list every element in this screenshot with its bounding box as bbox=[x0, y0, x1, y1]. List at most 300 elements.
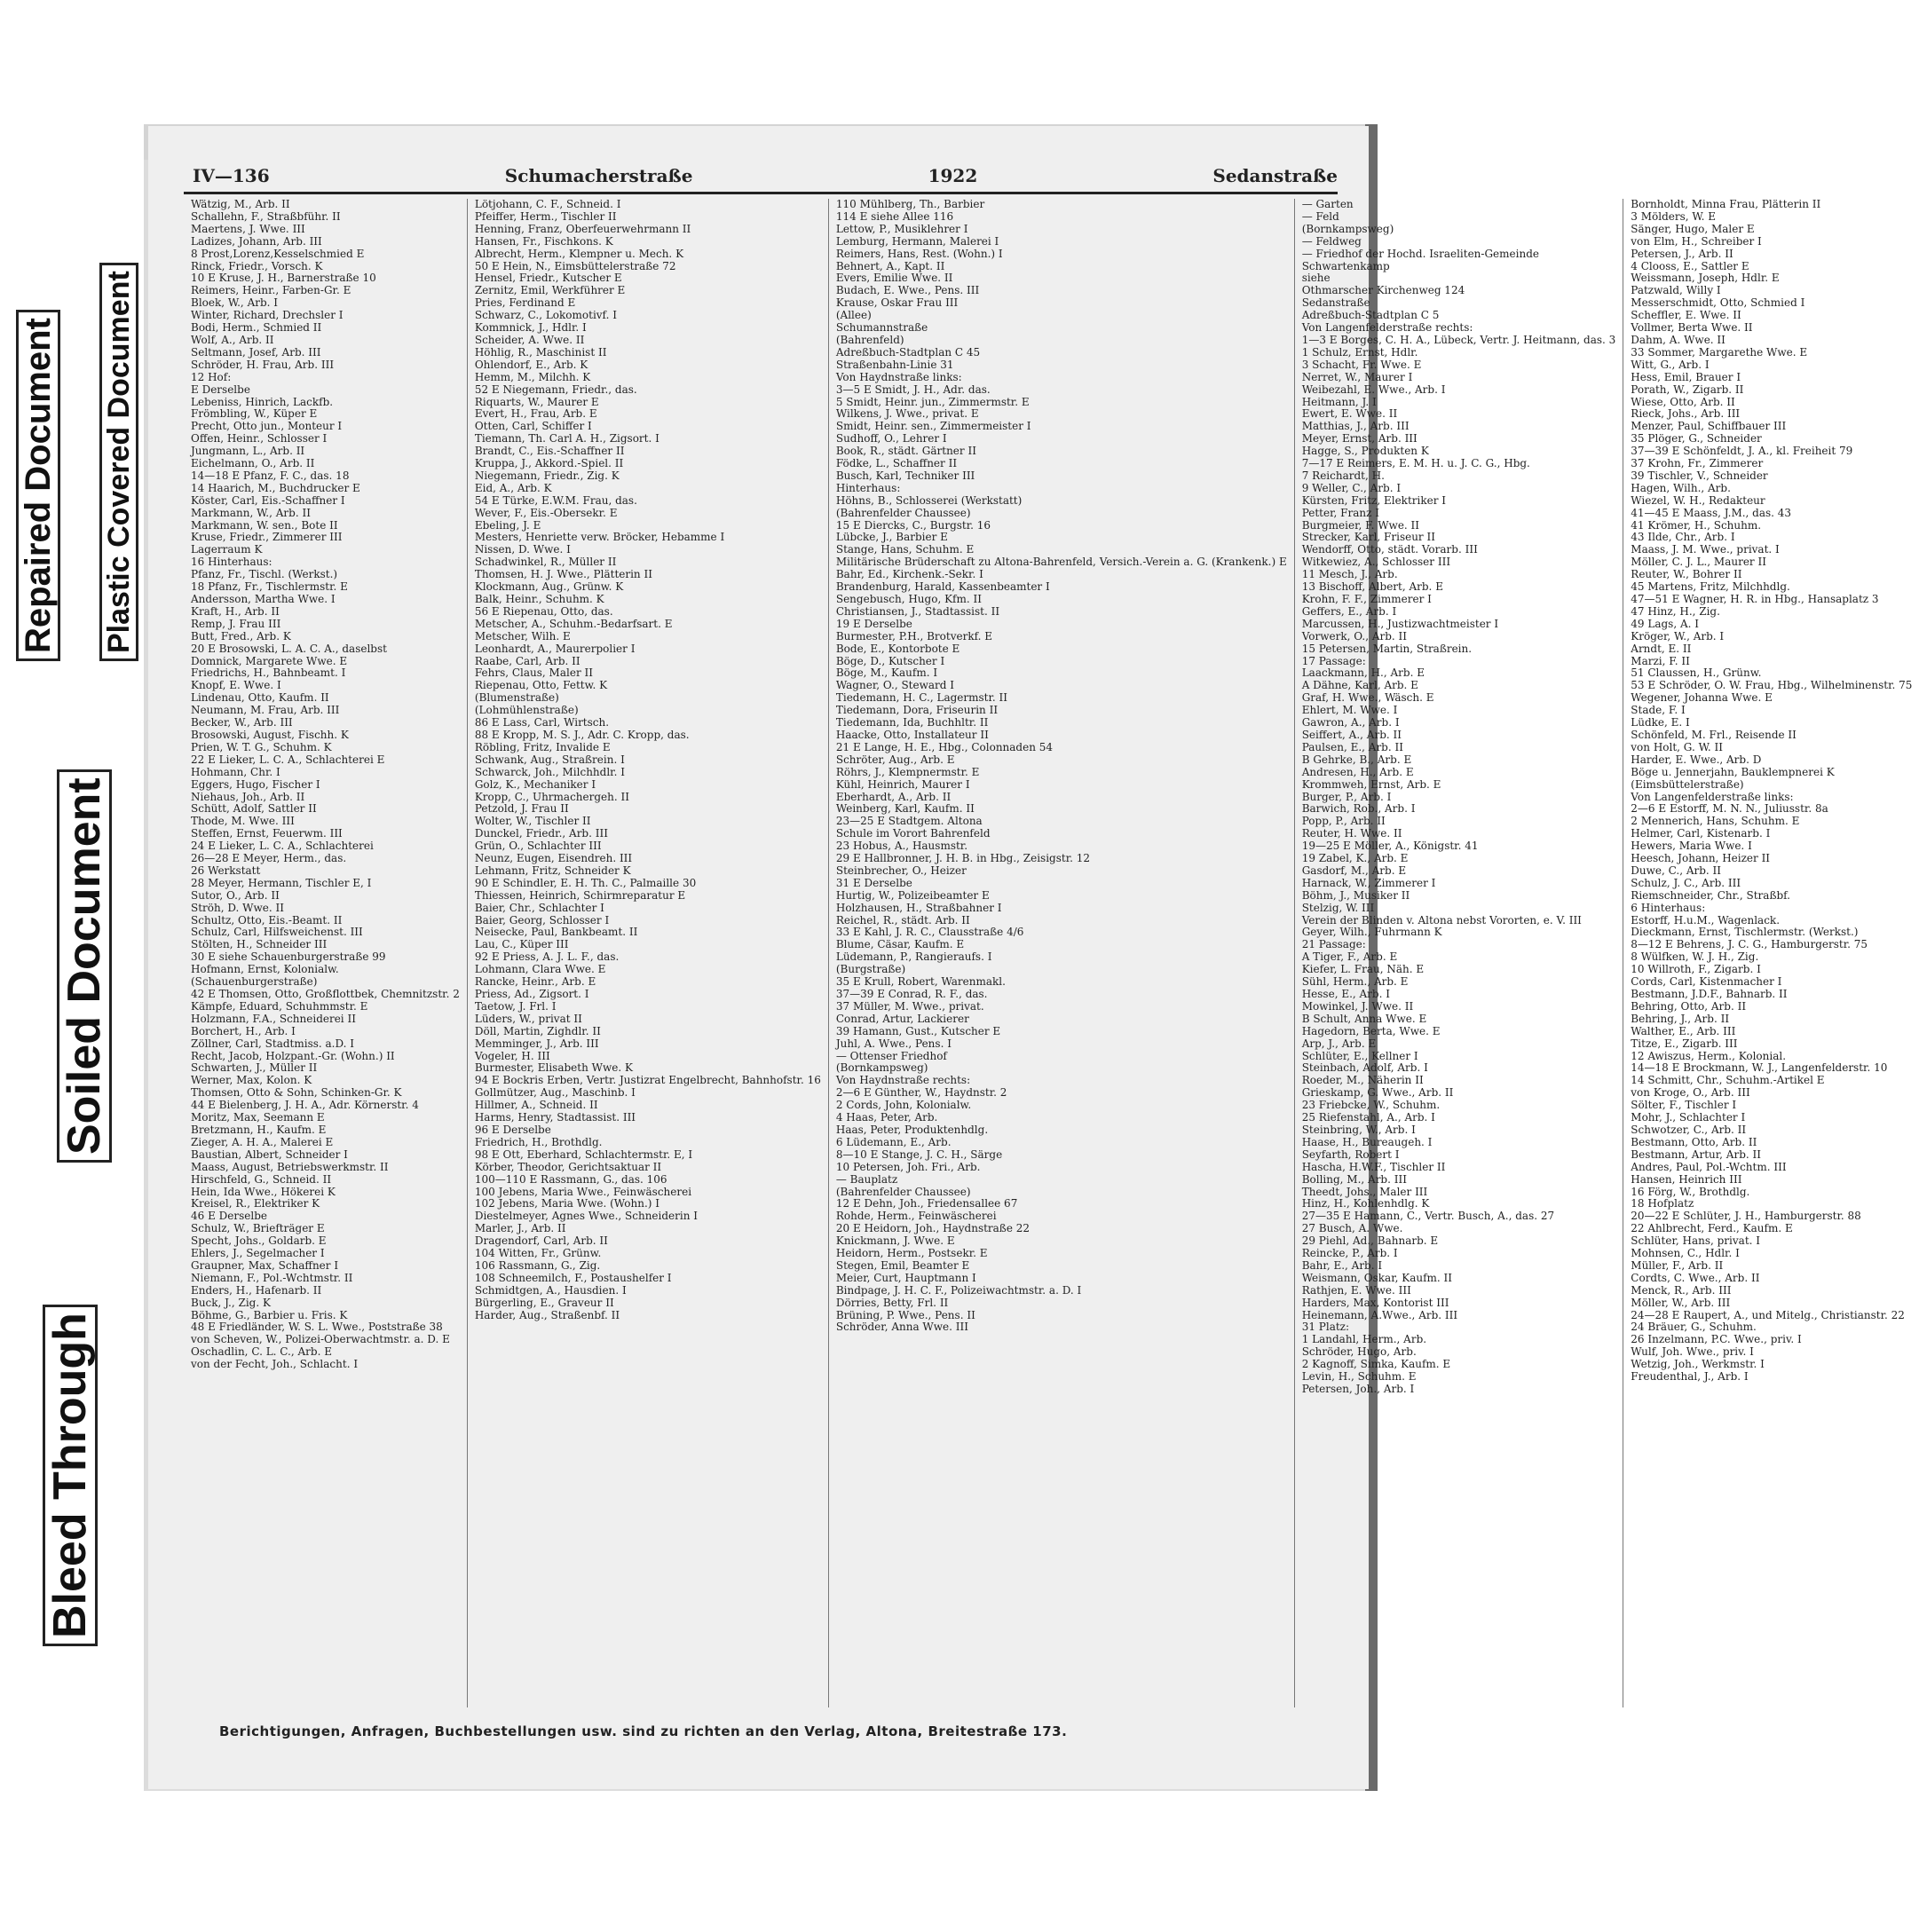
directory-entry: 110 Mühlberg, Th., Barbier bbox=[835, 198, 985, 210]
directory-entry: Evert, H., Frau, Arb. E bbox=[474, 407, 597, 421]
directory-page bbox=[148, 126, 1913, 1789]
directory-entry: 7—17 E Reimers, E. M. H. u. J. C. G., Hbg. bbox=[1301, 457, 1530, 470]
directory-entry: Stegen, Emil, Beamter E bbox=[835, 1258, 970, 1272]
directory-entry: 27—35 E Hamann, C., Vertr. Busch, A., das. 27 bbox=[1301, 1210, 1555, 1223]
directory-entry: Schumannstraße bbox=[835, 321, 928, 335]
column-3 bbox=[828, 199, 1294, 1707]
directory-entry: Schönfeld, M. Frl., Reisende II bbox=[1631, 728, 1797, 741]
bleed-through-label: Bleed Through bbox=[43, 1305, 98, 1646]
directory-entry: 51 Claussen, H., Grünw. bbox=[1631, 666, 1762, 680]
directory-entry: — Ottenser Friedhof bbox=[835, 1049, 947, 1062]
directory-entry: (Burgstraße) bbox=[835, 963, 906, 976]
directory-entry: Geffers, E., Arb. I bbox=[1301, 604, 1397, 618]
directory-entry: Gawron, A., Arb. I bbox=[1301, 716, 1400, 729]
directory-entry: 100—110 E Rassmann, G., das. 106 bbox=[474, 1172, 667, 1186]
directory-entry: Moritz, Max, Seemann E bbox=[191, 1111, 325, 1124]
directory-entry: 20 E Heidorn, Joh., Haydnstraße 22 bbox=[835, 1222, 1031, 1235]
directory-entry: Petzold, J. Frau II bbox=[474, 802, 569, 816]
directory-entry: 16 Hinterhaus: bbox=[191, 556, 272, 569]
directory-entry: — Friedhof der Hochd. Israeliten-Gemeinde bbox=[1301, 247, 1539, 260]
directory-entry: Vogeler, H. III bbox=[474, 1049, 550, 1062]
directory-entry: Bornholdt, Minna Frau, Plätterin II bbox=[1631, 198, 1821, 210]
directory-entry: 2 Mennerich, Hans, Schuhm. E bbox=[1631, 815, 1800, 828]
directory-entry: Blume, Cäsar, Kaufm. E bbox=[835, 938, 965, 951]
directory-entry: Sölter, F., Tischler I bbox=[1631, 1099, 1737, 1112]
directory-entry: 6 Hinterhaus: bbox=[1631, 901, 1706, 914]
directory-entry: 39 Hamann, Gust., Kutscher E bbox=[835, 1024, 1001, 1037]
directory-entry: Dunckel, Friedr., Arb. III bbox=[474, 827, 608, 840]
directory-entry: (Bornkampsweg) bbox=[1301, 222, 1394, 235]
directory-entry: Lüdemann, P., Rangieraufs. I bbox=[835, 950, 992, 964]
directory-entry: Möller, C. J. L., Maurer II bbox=[1631, 556, 1766, 569]
directory-entry: 15 Petersen, Martin, Straßrein. bbox=[1301, 642, 1473, 655]
directory-entry: Wiese, Otto, Arb. II bbox=[1631, 395, 1735, 408]
directory-entry: Schwarck, Joh., Milchhdlr. I bbox=[474, 765, 625, 778]
directory-entry: Weibezahl, E. Wwe., Arb. I bbox=[1301, 382, 1446, 396]
directory-entry: Hagedorn, Berta, Wwe. E bbox=[1301, 1024, 1441, 1037]
directory-entry: Diestelmeyer, Agnes Wwe., Schneiderin I bbox=[474, 1210, 699, 1223]
directory-entry: 14—18 E Brockmann, W. J., Langenfelderstr. 10 bbox=[1631, 1061, 1888, 1075]
directory-entry: Brandenburg, Harald, Kassenbeamter I bbox=[835, 580, 1050, 594]
directory-entry: Hansen, Fr., Fischkons. K bbox=[474, 234, 613, 248]
directory-entry: Graupner, Max, Schaffner I bbox=[191, 1258, 339, 1272]
directory-entry: Menzer, Paul, Schiffbauer III bbox=[1631, 420, 1787, 433]
directory-entry: Höhlig, R., Maschinist II bbox=[474, 345, 607, 359]
directory-entry: Schwank, Aug., Straßrein. I bbox=[474, 753, 625, 766]
directory-entry: 20 E Brosowski, L. A. C. A., daselbst bbox=[191, 642, 387, 655]
directory-entry: Laackmann, H., Arb. E bbox=[1301, 666, 1425, 680]
directory-entry: Schwarz, C., Lokomotivf. I bbox=[474, 309, 617, 322]
directory-entry: Kruse, Friedr., Zimmerer III bbox=[191, 531, 343, 544]
directory-entry: 23 Friebcke, W., Schuhm. bbox=[1301, 1099, 1441, 1112]
directory-entry: 22 Ahlbrecht, Ferd., Kaufm. E bbox=[1631, 1222, 1793, 1235]
directory-entry: 18 Pfanz, Fr., Tischlermstr. E bbox=[191, 580, 348, 594]
directory-entry: von Holt, G. W. II bbox=[1631, 740, 1723, 753]
directory-entry: Wetzig, Joh., Werkmstr. I bbox=[1631, 1358, 1765, 1371]
directory-entry: 24 Bräuer, G., Schuhm. bbox=[1631, 1321, 1757, 1334]
directory-entry: Ohlendorf, E., Arb. K bbox=[474, 358, 588, 371]
directory-entry: Rieck, Johs., Arb. III bbox=[1631, 407, 1741, 421]
directory-entry: 14 Schmitt, Chr., Schuhm.-Artikel E bbox=[1631, 1074, 1825, 1087]
directory-entry: Steinbring, W., Arb. I bbox=[1301, 1123, 1416, 1136]
directory-entry: Zieger, A. H. A., Malerei E bbox=[191, 1135, 334, 1148]
directory-entry: 56 E Riepenau, Otto, das. bbox=[474, 604, 613, 618]
directory-entry: Smidt, Heinr. sen., Zimmermeister I bbox=[835, 420, 1031, 433]
directory-entry: Petersen, Joh., Arb. I bbox=[1301, 1383, 1415, 1395]
directory-entry: 29 Piehl, Ad., Bahnarb. E bbox=[1301, 1234, 1439, 1248]
directory-entry: B Schult, Anna Wwe. E bbox=[1301, 1012, 1427, 1025]
directory-entry: Menck, R., Arb. III bbox=[1631, 1283, 1732, 1297]
directory-entry: Marzi, F. II bbox=[1631, 654, 1690, 667]
directory-entry: Helmer, Carl, Kistenarb. I bbox=[1631, 827, 1771, 840]
directory-entry: Haas, Peter, Produktenhdlg. bbox=[835, 1123, 989, 1136]
directory-entry: Lagerraum K bbox=[191, 543, 263, 556]
directory-entry: Adreßbuch-Stadtplan C 5 bbox=[1301, 309, 1440, 322]
directory-entry: Lindenau, Otto, Kaufm. II bbox=[191, 691, 329, 705]
directory-entry: Mohr, J., Schlachter I bbox=[1631, 1111, 1746, 1124]
directory-entry: (Blumenstraße) bbox=[474, 691, 559, 705]
directory-entry: Hemm, M., Milchh. K bbox=[474, 370, 591, 383]
directory-entry: Popp, P., Arb. II bbox=[1301, 815, 1386, 828]
directory-entry: Precht, Otto jun., Monteur I bbox=[191, 420, 343, 433]
directory-entry: (Bornkampsweg) bbox=[835, 1061, 928, 1075]
directory-entry: Döll, Martin, Zighdlr. II bbox=[474, 1024, 601, 1037]
directory-entry: Ladizes, Johann, Arb. III bbox=[191, 234, 322, 248]
directory-entry: 26—28 E Meyer, Herm., das. bbox=[191, 852, 347, 865]
directory-entry: 15 E Diercks, C., Burgstr. 16 bbox=[835, 518, 991, 532]
directory-entry: Kühl, Heinrich, Maurer I bbox=[835, 777, 970, 791]
directory-entry: Titze, E., Zigarb. III bbox=[1631, 1037, 1738, 1050]
directory-entry: Reimers, Hans, Rest. (Wohn.) I bbox=[835, 247, 1003, 260]
directory-entry: Niegemann, Friedr., Zig. K bbox=[474, 469, 620, 482]
page-number: IV—136 bbox=[193, 165, 270, 186]
directory-entry: Von Langenfelderstraße links: bbox=[1631, 790, 1794, 803]
directory-entry: 92 E Priess, A. J. L. F., das. bbox=[474, 950, 620, 964]
directory-entry: Maass, August, Betriebswerkmstr. II bbox=[191, 1160, 389, 1173]
directory-entry: 10 E Kruse, J. H., Barnerstraße 10 bbox=[191, 272, 376, 285]
directory-entry: Kreisel, R., Elektriker K bbox=[191, 1197, 320, 1210]
directory-entry: Kröger, W., Arb. I bbox=[1631, 629, 1725, 643]
directory-entry: Recht, Jacob, Holzpant.-Gr. (Wohn.) II bbox=[191, 1049, 395, 1062]
directory-entry: Rancke, Heinr., Arb. E bbox=[474, 975, 596, 989]
directory-entry: Schmidtgen, A., Hausdien. I bbox=[474, 1283, 627, 1297]
directory-entry: Winter, Richard, Drechsler I bbox=[191, 309, 344, 322]
directory-entry: Graf, H. Wwe., Wäsch. E bbox=[1301, 691, 1434, 705]
directory-entry: 100 Jebens, Maria Wwe., Feinwäscherei bbox=[474, 1185, 692, 1198]
directory-entry: 26 Werkstatt bbox=[191, 863, 261, 877]
directory-entry: Tiemann, Th. Carl A. H., Zigsort. I bbox=[474, 432, 659, 446]
directory-entry: 96 E Derselbe bbox=[474, 1123, 551, 1136]
directory-entry: Bode, E., Kontorbote E bbox=[835, 642, 960, 655]
directory-entry: 108 Schneemilch, F., Postaushelfer I bbox=[474, 1271, 672, 1284]
directory-entry: Seltmann, Josef, Arb. III bbox=[191, 345, 321, 359]
directory-entry: Hesse, E., Arb. I bbox=[1301, 988, 1390, 1000]
directory-entry: Hewers, Maria Wwe. I bbox=[1631, 840, 1752, 853]
directory-entry: Tiedemann, H. C., Lagermstr. II bbox=[835, 691, 1008, 705]
directory-entry: 43 Ilde, Chr., Arb. I bbox=[1631, 531, 1735, 544]
directory-entry: Weismann, Oskar, Kaufm. II bbox=[1301, 1271, 1453, 1284]
directory-entry: Arndt, E. II bbox=[1631, 642, 1692, 655]
directory-entry: Scheffler, E. Wwe. II bbox=[1631, 309, 1741, 322]
directory-entry: 6 Lüdemann, E., Arb. bbox=[835, 1135, 952, 1148]
directory-entry: Neumann, M. Frau, Arb. III bbox=[191, 704, 340, 717]
directory-entry: Schröder, Hugo, Arb. bbox=[1301, 1345, 1417, 1359]
directory-entry: Dörries, Betty, Frl. II bbox=[835, 1296, 949, 1309]
directory-entry: Friedrichs, H., Bahnbeamt. I bbox=[191, 666, 346, 680]
directory-entry: Lübcke, J., Barbier E bbox=[835, 531, 948, 544]
directory-entry: 39 Tischler, V., Schneider bbox=[1631, 469, 1768, 482]
directory-entry: Niemann, F., Pol.-Wchtmstr. II bbox=[191, 1271, 353, 1284]
directory-entry: Holzmann, F.A., Schneiderei II bbox=[191, 1012, 356, 1025]
directory-entry: Schröder, Anna Wwe. III bbox=[835, 1321, 968, 1334]
directory-entry: 52 E Niegemann, Friedr., das. bbox=[474, 382, 637, 396]
directory-entry: Bindpage, J. H. C. F., Polizeiwachtmstr. a. D. I bbox=[835, 1283, 1082, 1297]
directory-entry: Theedt, Johs., Maler III bbox=[1301, 1185, 1428, 1198]
directory-entry: Militärische Brüderschaft zu Altona-Bahrenfeld, Versich.-Verein a. G. (Krankenk.) E bbox=[835, 556, 1287, 569]
directory-entry: Thomsen, Otto & Sohn, Schinken-Gr. K bbox=[191, 1086, 402, 1100]
directory-entry: Marler, J., Arb. II bbox=[474, 1222, 566, 1235]
directory-entry: Böge u. Jennerjahn, Bauklempnerei K bbox=[1631, 765, 1835, 778]
directory-entry: Riquarts, W., Maurer E bbox=[474, 395, 599, 408]
directory-entry: Harder, E. Wwe., Arb. D bbox=[1631, 753, 1762, 766]
directory-entry: Markmann, W. sen., Bote II bbox=[191, 518, 338, 532]
directory-entry: 2 Cords, John, Kolonialw. bbox=[835, 1099, 972, 1112]
directory-entry: Pfeiffer, Herm., Tischler II bbox=[474, 209, 617, 223]
directory-entry: A Tiger, F., Arb. E bbox=[1301, 950, 1398, 964]
directory-entry: Riepenau, Otto, Fettw. K bbox=[474, 679, 608, 692]
directory-entry: 86 E Lass, Carl, Wirtsch. bbox=[474, 716, 610, 729]
directory-entry: Lohmann, Clara Wwe. E bbox=[474, 963, 606, 976]
directory-entry: 21 E Lange, H. E., Hbg., Colonnaden 54 bbox=[835, 740, 1054, 753]
directory-entry: Hagen, Wilh., Arb. bbox=[1631, 481, 1731, 494]
column-2 bbox=[467, 199, 828, 1707]
directory-entry: Schröder, H. Frau, Arb. III bbox=[191, 358, 335, 371]
directory-entry: Bolling, M., Arb. III bbox=[1301, 1172, 1407, 1186]
directory-entry: — Feldweg bbox=[1301, 234, 1362, 248]
directory-entry: Weissmann, Joseph, Hdlr. E bbox=[1631, 272, 1780, 285]
directory-entry: Conrad, Artur, Lackierer bbox=[835, 1012, 969, 1025]
directory-entry: Baier, Georg, Schlosser I bbox=[474, 913, 610, 927]
directory-entry: Roeder, M., Näherin II bbox=[1301, 1074, 1424, 1087]
directory-entry: Priess, Ad., Zigsort. I bbox=[474, 988, 589, 1000]
directory-entry: Matthias, J., Arb. III bbox=[1301, 420, 1410, 433]
directory-entry: Bretzmann, H., Kaufm. E bbox=[191, 1123, 327, 1136]
directory-entry: Bloek, W., Arb. I bbox=[191, 296, 279, 310]
directory-entry: 42 E Thomsen, Otto, Großflottbek, Chemnitzstr. 2 bbox=[191, 988, 460, 1000]
directory-entry: Wulf, Joh. Wwe., priv. I bbox=[1631, 1345, 1754, 1359]
directory-entry: 30 E siehe Schauenburgerstraße 99 bbox=[191, 950, 386, 964]
directory-entry: Steffen, Ernst, Feuerwm. III bbox=[191, 827, 343, 840]
directory-entry: 90 E Schindler, E. H. Th. C., Palmaille 30 bbox=[474, 876, 697, 889]
directory-entry: 29 E Hallbronner, J. H. B. in Hbg., Zeisigstr. 12 bbox=[835, 852, 1091, 865]
directory-entry: Von Haydnstraße rechts: bbox=[835, 1074, 971, 1087]
directory-entry: Harnack, W., Zimmerer I bbox=[1301, 876, 1436, 889]
directory-entry: Krause, Oskar Frau III bbox=[835, 296, 959, 310]
directory-entry: Schlüter, E., Kellner I bbox=[1301, 1049, 1418, 1062]
directory-entry: Pfanz, Fr., Tischl. (Werkst.) bbox=[191, 568, 338, 581]
directory-entry: Reuter, W., Bohrer II bbox=[1631, 568, 1742, 581]
directory-entry: Krohn, F. F., Zimmerer I bbox=[1301, 593, 1432, 605]
directory-entry: Brosowski, August, Fischh. K bbox=[191, 728, 349, 741]
directory-entry: Burger, P., Arb. I bbox=[1301, 790, 1392, 803]
directory-entry: Butt, Fred., Arb. K bbox=[191, 629, 291, 643]
directory-entry: 33 Sommer, Margarethe Wwe. E bbox=[1631, 345, 1808, 359]
directory-entry: Wagner, O., Steward I bbox=[835, 679, 954, 692]
directory-entry: Stange, Hans, Schuhm. E bbox=[835, 543, 975, 556]
directory-entry: Bestmann, Otto, Arb. II bbox=[1631, 1135, 1757, 1148]
directory-entry: Burgmeier, F. Wwe. II bbox=[1301, 518, 1420, 532]
directory-entry: Bestmann, J.D.F., Bahnarb. II bbox=[1631, 988, 1788, 1000]
directory-entry: Book, R., städt. Gärtner II bbox=[835, 445, 976, 458]
directory-entry: Födke, L., Schaffner II bbox=[835, 457, 958, 470]
directory-entry: — Feld bbox=[1301, 209, 1339, 223]
directory-entry: 48 E Friedländer, W. S. L. Wwe., Poststraße 38 bbox=[191, 1321, 443, 1334]
directory-entry: 12 Hof: bbox=[191, 370, 232, 383]
directory-entry: Sühl, Herm., Arb. E bbox=[1301, 975, 1409, 989]
directory-entry: 102 Jebens, Maria Wwe. (Wohn.) I bbox=[474, 1197, 660, 1210]
directory-entry: Knopf, E. Wwe. I bbox=[191, 679, 281, 692]
directory-entry: 37 Müller, M. Wwe., privat. bbox=[835, 999, 984, 1013]
directory-entry: 94 E Bockris Erben, Vertr. Justizrat Engelbrecht, Bahnhofstr. 16 bbox=[474, 1074, 821, 1087]
directory-entry: von Elm, H., Schreiber I bbox=[1631, 234, 1762, 248]
directory-entry: B Gehrke, B., Arb. E bbox=[1301, 753, 1412, 766]
directory-entry: Eichelmann, O., Arb. II bbox=[191, 457, 315, 470]
directory-entry: Juhl, A. Wwe., Pens. I bbox=[835, 1037, 952, 1050]
directory-entry: Stelzig, W. III bbox=[1301, 901, 1375, 914]
directory-entry: 18 Hofplatz bbox=[1631, 1197, 1694, 1210]
directory-entry: — Bauplatz bbox=[835, 1172, 898, 1186]
directory-entry: 37—39 E Schönfeldt, J. A., kl. Freiheit 79 bbox=[1631, 445, 1853, 458]
directory-entry: Riemschneider, Chr., Straßbf. bbox=[1631, 888, 1790, 902]
directory-entry: Schütt, Adolf, Sattler II bbox=[191, 802, 317, 816]
directory-entry: Holzhausen, H., Straßbahner I bbox=[835, 901, 1002, 914]
directory-entry: Eid, A., Arb. K bbox=[474, 481, 552, 494]
header-rule bbox=[184, 192, 1338, 194]
soiled-document-label: Soiled Document bbox=[57, 769, 112, 1163]
directory-entry: Böge, D., Kutscher I bbox=[835, 654, 945, 667]
directory-entry: 37—39 E Conrad, R. F., das. bbox=[835, 988, 988, 1000]
directory-entry: Röhrs, J., Klempnermstr. E bbox=[835, 765, 980, 778]
directory-entry: 8—10 E Stange, J. C. H., Särge bbox=[835, 1147, 1003, 1161]
repaired-document-label: Repaired Document bbox=[16, 310, 60, 661]
directory-entry: Tiedemann, Dora, Friseurin II bbox=[835, 704, 999, 717]
directory-entry: 88 E Kropp, M. S. J., Adr. C. Kropp, das. bbox=[474, 728, 690, 741]
directory-entry: Specht, Johs., Goldarb. E bbox=[191, 1234, 327, 1248]
directory-entry: 5 Smidt, Heinr. jun., Zimmermstr. E bbox=[835, 395, 1030, 408]
directory-entry: (Bahrenfelder Chaussee) bbox=[835, 1185, 971, 1198]
directory-entry: Adreßbuch-Stadtplan C 45 bbox=[835, 345, 981, 359]
directory-entry: 35 Plöger, G., Schneider bbox=[1631, 432, 1762, 446]
directory-entry: Burmester, Elisabeth Wwe. K bbox=[474, 1061, 633, 1075]
directory-entry: Barwich, Rob., Arb. I bbox=[1301, 802, 1416, 816]
directory-entry: Strecker, Karl, Friseur II bbox=[1301, 531, 1435, 544]
directory-entry: Metscher, A., Schuhm.-Bedarfsart. E bbox=[474, 617, 673, 630]
directory-entry: Taetow, J. Frl. I bbox=[474, 999, 557, 1013]
directory-entry: Kürsten, Fritz, Elektriker I bbox=[1301, 493, 1447, 507]
directory-entry: Mohnsen, C., Hdlr. I bbox=[1631, 1247, 1740, 1260]
directory-entry: 114 E siehe Allee 116 bbox=[835, 209, 954, 223]
page-footer: Berichtigungen, Anfragen, Buchbestellungen usw. sind zu richten an den Verlag, Altona, Breitestraße 173. bbox=[219, 1723, 1068, 1739]
directory-entry: 3 Schacht, Fr. Wwe. E bbox=[1301, 358, 1422, 371]
directory-entry: Lau, C., Küper III bbox=[474, 938, 569, 951]
directory-entry: Balk, Heinr., Schuhm. K bbox=[474, 593, 604, 605]
directory-entry: Marcussen, H., Justizwachtmeister I bbox=[1301, 617, 1499, 630]
directory-entry: Andres, Paul, Pol.-Wchtm. III bbox=[1631, 1160, 1787, 1173]
directory-entry: Schröter, Aug., Arb. E bbox=[835, 753, 955, 766]
directory-entry: 19 Zabel, K., Arb. E bbox=[1301, 852, 1409, 865]
directory-entry: Vollmer, Berta Wwe. II bbox=[1631, 321, 1753, 335]
directory-entry: Weinberg, Karl, Kaufm. II bbox=[835, 802, 975, 816]
directory-entry: Schulz, Carl, Hilfsweichenst. III bbox=[191, 926, 363, 939]
directory-entry: 25 Riefenstahl, A., Arb. I bbox=[1301, 1111, 1435, 1124]
directory-entry: Bürgerling, E., Graveur II bbox=[474, 1296, 614, 1309]
directory-entry: Reichel, R., städt. Arb. II bbox=[835, 913, 970, 927]
directory-entry: Hess, Emil, Brauer I bbox=[1631, 370, 1741, 383]
directory-entry: Schwartenkamp bbox=[1301, 259, 1390, 272]
directory-entry: 47 Hinz, H., Zig. bbox=[1631, 604, 1720, 618]
directory-entry: Klockmann, Aug., Grünw. K bbox=[474, 580, 624, 594]
directory-entry: 104 Witten, Fr., Grünw. bbox=[474, 1247, 602, 1260]
directory-entry: Krommweh, Ernst, Arb. E bbox=[1301, 777, 1441, 791]
column-5 bbox=[1623, 199, 1919, 1707]
directory-entry: Heitmann, J. I bbox=[1301, 395, 1377, 408]
directory-entry: Ehlert, M. Wwe. I bbox=[1301, 704, 1398, 717]
directory-entry: Sutor, O., Arb. II bbox=[191, 888, 280, 902]
directory-entry: Lüders, W., privat II bbox=[474, 1012, 582, 1025]
directory-entry: Otten, Carl, Schiffer I bbox=[474, 420, 592, 433]
directory-entry: Harms, Henry, Stadtassist. III bbox=[474, 1111, 636, 1124]
directory-entry: Wiezel, W. H., Redakteur bbox=[1631, 493, 1765, 507]
directory-entry: Gasdorf, M., Arb. E bbox=[1301, 863, 1407, 877]
directory-entry: Harders, Max, Kontorist III bbox=[1301, 1296, 1449, 1309]
directory-entry: 37 Krohn, Fr., Zimmerer bbox=[1631, 457, 1764, 470]
directory-entry: Estorff, H.u.M., Wagenlack. bbox=[1631, 913, 1781, 927]
directory-entry: 8—12 E Behrens, J. C. G., Hamburgerstr. 75 bbox=[1631, 938, 1868, 951]
directory-entry: Friedrich, H., Brothdlg. bbox=[474, 1135, 603, 1148]
directory-entry: Rohde, Herm., Feinwäscherei bbox=[835, 1210, 997, 1223]
degradation-labels bbox=[0, 0, 146, 1932]
directory-entry: Hansen, Heinrich III bbox=[1631, 1172, 1742, 1186]
directory-entry: Rathjen, E. Wwe. III bbox=[1301, 1283, 1411, 1297]
directory-entry: 2 Kagnoff, Simka, Kaufm. E bbox=[1301, 1358, 1451, 1371]
directory-entry: Heidorn, Herm., Postsekr. E bbox=[835, 1247, 988, 1260]
directory-entry: Haacke, Otto, Installateur II bbox=[835, 728, 989, 741]
directory-entry: Schallehn, F., Straßbführ. II bbox=[191, 209, 341, 223]
directory-entry: Markmann, W., Arb. II bbox=[191, 506, 311, 519]
plastic-covered-document-label: Plastic Covered Document bbox=[99, 263, 138, 661]
directory-entry: Busch, Karl, Techniker III bbox=[835, 469, 975, 482]
directory-entry: Petersen, J., Arb. II bbox=[1631, 247, 1733, 260]
header-street: Schumacherstraße bbox=[504, 165, 693, 186]
directory-entry: Hohmann, Chr. I bbox=[191, 765, 280, 778]
directory-entry: Möller, W., Arb. III bbox=[1631, 1296, 1731, 1309]
directory-entry: Becker, W., Arb. III bbox=[191, 716, 293, 729]
directory-entry: Knickmann, J. Wwe. E bbox=[835, 1234, 955, 1248]
directory-entry: Brandt, C., Eis.-Schaffner II bbox=[474, 445, 625, 458]
directory-entry: Walther, E., Arb. III bbox=[1631, 1024, 1736, 1037]
directory-entry: Paulsen, E., Arb. II bbox=[1301, 740, 1403, 753]
directory-entry: Borchert, H., Arb. I bbox=[191, 1024, 296, 1037]
directory-entry: 4 Haas, Peter, Arb. bbox=[835, 1111, 938, 1124]
directory-entry: Porath, W., Zigarb. II bbox=[1631, 382, 1744, 396]
directory-entry: 3—5 E Smidt, J. H., Adr. das. bbox=[835, 382, 991, 396]
directory-entry: 41 Krömer, H., Schuhm. bbox=[1631, 518, 1762, 532]
directory-entry: 41—45 E Maass, J.M., das. 43 bbox=[1631, 506, 1792, 519]
directory-entry: Höhns, B., Schlosserei (Werkstatt) bbox=[835, 493, 1023, 507]
directory-entry: Wilkens, J. Wwe., privat. E bbox=[835, 407, 979, 421]
directory-entry: Schultz, Otto, Eis.-Beamt. II bbox=[191, 913, 343, 927]
column-4 bbox=[1294, 199, 1623, 1707]
directory-entry: (Bahrenfeld) bbox=[835, 333, 904, 346]
directory-entry: 46 E Derselbe bbox=[191, 1210, 267, 1223]
directory-entry: Brüning, P. Wwe., Pens. II bbox=[835, 1308, 975, 1321]
directory-entry: Seiffert, A., Arb. II bbox=[1301, 728, 1402, 741]
directory-entry: Messerschmidt, Otto, Schmied I bbox=[1631, 296, 1805, 310]
header-year: 1922 bbox=[928, 165, 978, 186]
directory-entry: Schwotzer, C., Arb. II bbox=[1631, 1123, 1747, 1136]
directory-entry: 19 E Derselbe bbox=[835, 617, 912, 630]
directory-entry: Dahm, A. Wwe. II bbox=[1631, 333, 1726, 346]
directory-entry: 53 E Schröder, O. W. Frau, Hbg., Wilhelminenstr. 75 bbox=[1631, 679, 1913, 692]
directory-entry: Albrecht, Herm., Klempner u. Mech. K bbox=[474, 247, 684, 260]
directory-entry: Niehaus, Joh., Arb. II bbox=[191, 790, 305, 803]
directory-entry: Von Langenfelderstraße rechts: bbox=[1301, 321, 1473, 335]
directory-entry: Köster, Carl, Eis.-Schaffner I bbox=[191, 493, 345, 507]
directory-entry: Straßenbahn-Linie 31 bbox=[835, 358, 954, 371]
directory-entry: 31 Platz: bbox=[1301, 1321, 1350, 1334]
directory-entry: Schulz, J. C., Arb. III bbox=[1631, 876, 1741, 889]
directory-entry: Hagge, S., Produkten K bbox=[1301, 445, 1429, 458]
